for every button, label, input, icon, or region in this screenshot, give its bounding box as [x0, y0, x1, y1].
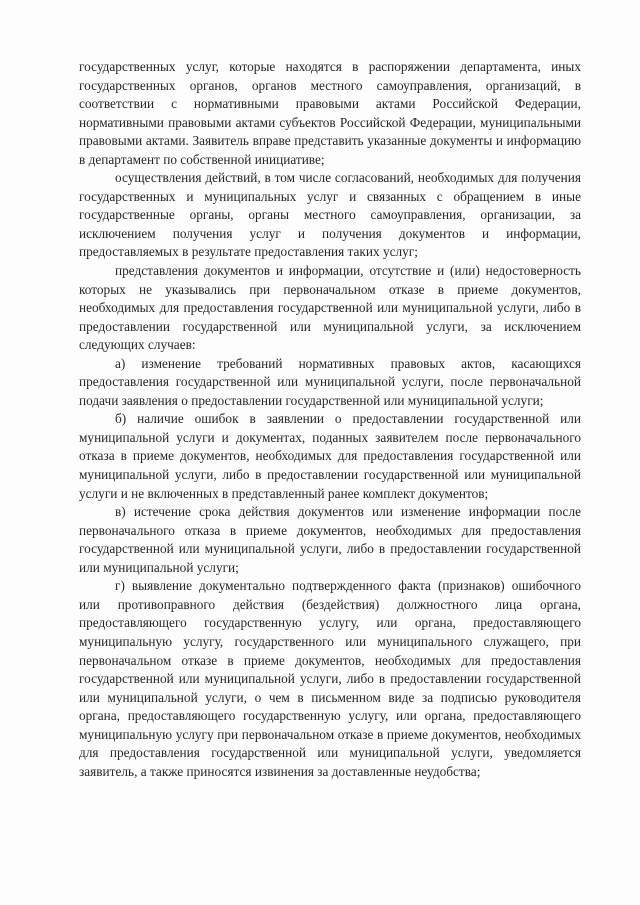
paragraph-actions: осуществления действий, в том числе согласований, необходимых для получения государственных и муниципальных услуг и связанных с обращением в иные государственные органы, органы местного самоуправления, организации, за исключением получения услуг и получения документов и информации, предоставляемых в результате предоставления таких услуг;: [79, 170, 581, 260]
paragraph-continuation: государственных услуг, которые находятся в распоряжении департамента, иных государственных органов, органов местного самоуправления, организаций, в соответствии с нормативными правовыми актами Российской Федерации, нормативными правовыми актами субъектов Российской Федерации, муниципальными правовыми актами. Заявитель вправе представить указанные документы и информацию в департамент по собственной инициативе;: [79, 59, 581, 167]
paragraph-documents: представления документов и информации, отсутствие и (или) недостоверность которых не указывались при первоначальном отказе в приеме документов, необходимых для предоставления государственной или муниципальной услуги, либо в предоставлении государственной или муниципальной услуги, за исключением следующих случаев:: [79, 263, 581, 353]
list-item-v: в) истечение срока действия документов или изменение информации после первоначального отказа в приеме документов, необходимых для предоставления государственной или муниципальной услуги, либо в предоставлении государственной или муниципальной услуги;: [79, 504, 581, 575]
list-item-g: г) выявление документально подтвержденного факта (признаков) ошибочного или противоправного действия (бездействия) должностного лица органа, предоставляющего государственную услугу, или органа, предоставляющего муниципальную услугу, государственного или муниципального служащего, при первоначальном отказе в приеме документов, необходимых для предоставления государственной или муниципальной услуги, либо в предоставлении государственной или муниципальной услуги, о чем в письменном виде за подписью руководителя органа, предоставляющего государственную услугу, или органа, предоставляющего муниципальную услугу при первоначальном отказе в приеме документов, необходимых для предоставления государственной или муниципальной услуги, уведомляется заявитель, а также приносятся извинения за доставленные неудобства;: [79, 578, 581, 779]
document-body: [79, 58, 581, 781]
list-item-b: б) наличие ошибок в заявлении о предоставлении государственной или муниципальной услуги и документах, поданных заявителем после первоначального отказа в приеме документов, необходимых для предоставления государственной или муниципальной услуги, либо в предоставлении государственной или муниципальной услуги и не включенных в представленный ранее комплект документов;: [79, 411, 581, 501]
list-item-a: а) изменение требований нормативных правовых актов, касающихся предоставления государственной или муниципальной услуги, после первоначальной подачи заявления о предоставлении государственной или муниципальной услуги;: [79, 355, 581, 408]
